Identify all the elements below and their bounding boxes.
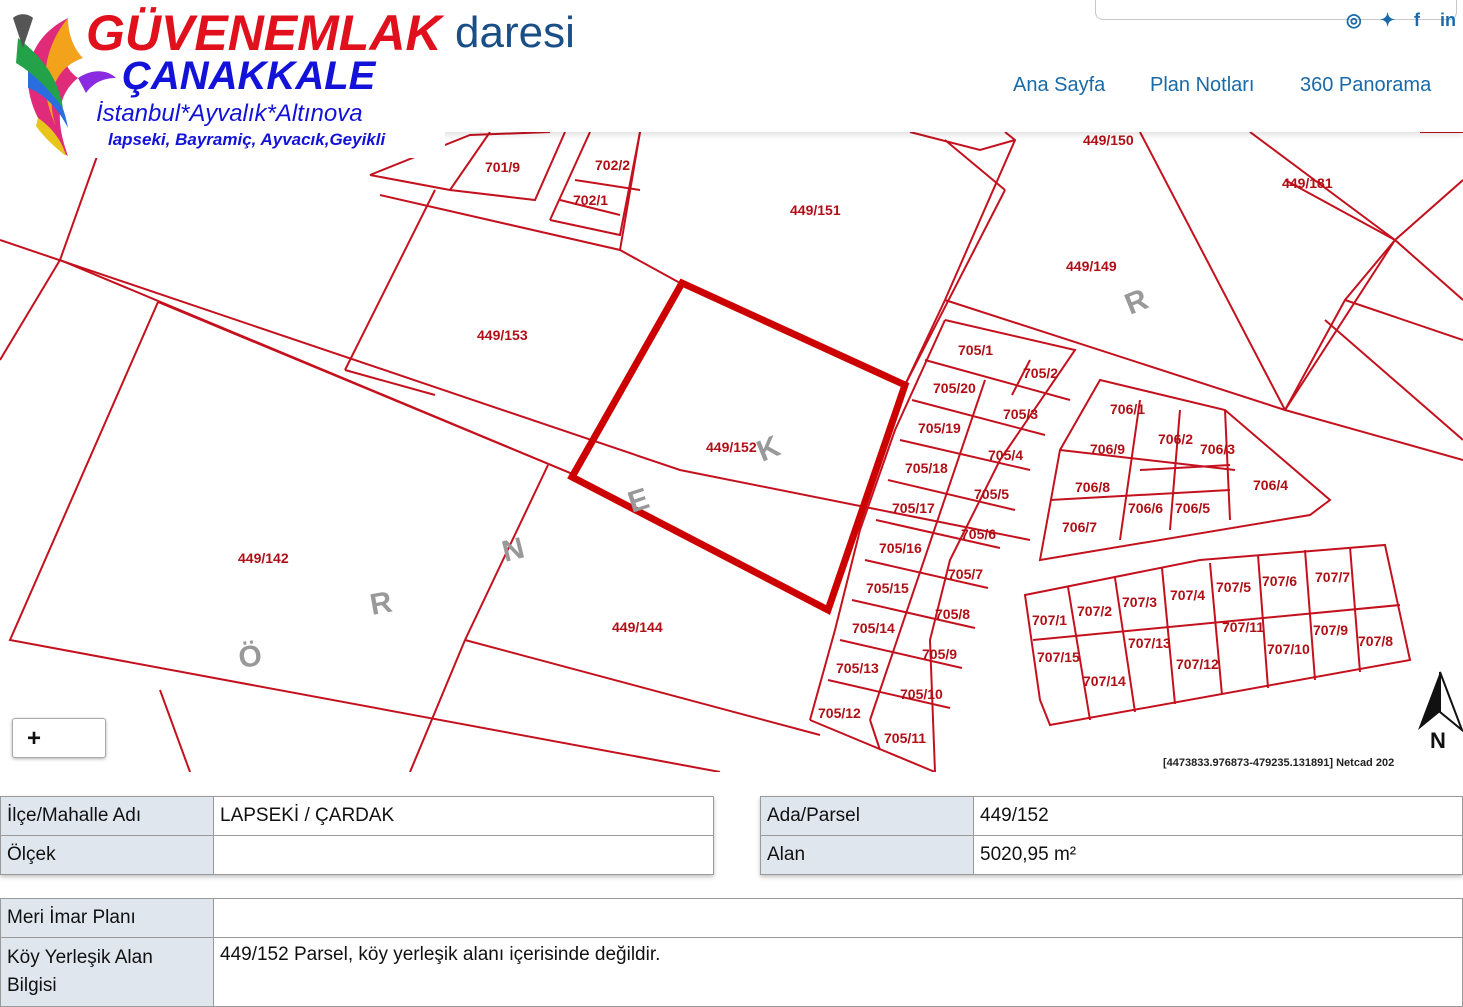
parcel-label: 449/152 (706, 439, 757, 455)
parcel-label: 449/149 (1066, 258, 1117, 274)
parcel-label: 705/15 (866, 580, 909, 596)
parcel-label: 705/9 (922, 646, 958, 662)
table-row (761, 836, 1463, 875)
parcel-label: 705/11 (884, 730, 927, 746)
table-row (1, 836, 714, 875)
parcel-label: 707/6 (1262, 573, 1298, 589)
parcel-label: 705/2 (1023, 365, 1059, 381)
parcel-label: 705/16 (879, 540, 922, 556)
area-name-letter: Ö (236, 639, 265, 675)
parcel-label: 705/17 (892, 500, 935, 516)
parcel-label: 705/14 (852, 620, 895, 636)
nav-360-panorama[interactable]: 360 Panorama (1300, 74, 1432, 96)
parcel-map-canvas (0, 132, 1463, 772)
coordinate-readout: [4473833.976873-479235.131891] Netcad 202 (1163, 757, 1395, 769)
parcel-label: 706/4 (1253, 477, 1289, 493)
parcel-label: 449/144 (612, 619, 663, 635)
parcel-label: 705/10 (900, 686, 943, 702)
facebook-icon[interactable]: f (1414, 10, 1420, 30)
parcel-label: 449/142 (238, 550, 289, 566)
north-arrow-icon (1418, 672, 1462, 730)
parcel-label: 449/181 (1282, 175, 1333, 191)
parcel-label: 705/7 (948, 566, 984, 582)
globe-icon[interactable]: ◎ (1346, 10, 1362, 30)
parcel-label: 706/1 (1110, 401, 1146, 417)
parcel-label: 707/8 (1358, 633, 1394, 649)
area-name-letter: E (623, 482, 654, 520)
table-row (1, 938, 1463, 1007)
parcel-label: 706/3 (1200, 441, 1236, 457)
parcel-label: 707/13 (1128, 635, 1171, 651)
logo-locations: İstanbul*Ayvalık*Altınova (96, 100, 363, 127)
parcel-label: 707/11 (1222, 619, 1265, 635)
location-table (0, 796, 714, 875)
parcel-label: 707/1 (1032, 612, 1068, 628)
logo-brand-name: GÜVENEMLAK (86, 5, 442, 61)
scale-label: Ölçek (1, 836, 214, 875)
parcel-label: 707/3 (1122, 594, 1158, 610)
parcel-label: 701/9 (485, 159, 521, 175)
parcel-label: 705/6 (961, 526, 997, 542)
parcel-label: 449/153 (477, 327, 528, 343)
zoning-plan-value (214, 899, 1463, 938)
area-name-letter: K (752, 429, 785, 469)
linkedin-icon[interactable]: in (1440, 10, 1456, 30)
parcel-label: 705/18 (905, 460, 948, 476)
parcel-label: 707/12 (1176, 656, 1219, 672)
table-row (1, 797, 714, 836)
zoning-plan-label: Meri İmar Planı (1, 899, 214, 938)
parcel-label: 706/9 (1090, 441, 1126, 457)
logo (0, 0, 445, 158)
parcel-label: 705/8 (935, 606, 971, 622)
district-value: LAPSEKİ / ÇARDAK (214, 797, 714, 836)
parcel-label: 702/2 (595, 157, 631, 173)
parcel-label: 707/10 (1267, 641, 1310, 657)
parcel-label: 705/12 (818, 705, 861, 721)
parcel-label: 705/4 (988, 447, 1024, 463)
parcel-label: 707/7 (1315, 569, 1351, 585)
parcel-label: 705/3 (1003, 406, 1039, 422)
parcel-label: 449/150 (1083, 132, 1134, 148)
area-label: Alan (761, 836, 974, 875)
district-label: İlçe/Mahalle Adı (1, 797, 214, 836)
parcel-label: 707/4 (1170, 587, 1206, 603)
parcel-label: 705/20 (933, 380, 976, 396)
village-settlement-value: 449/152 Parsel, köy yerleşik alanı içerisinde değildir. (214, 938, 1463, 1007)
block-parcel-label: Ada/Parsel (761, 797, 974, 836)
area-value: 5020,95 m² (974, 836, 1463, 875)
north-label: N (1430, 728, 1446, 753)
logo-districts: lapseki, Bayramiç, Ayvacık,Geyikli (108, 130, 386, 149)
parcel-label: 705/19 (918, 420, 961, 436)
table-row (1, 899, 1463, 938)
parcel-label: 449/151 (790, 202, 841, 218)
twitter-icon[interactable]: ✦ (1380, 10, 1396, 30)
parcel-label: 707/2 (1077, 603, 1113, 619)
page-title: daresi (455, 8, 575, 57)
parcel-label: 707/15 (1037, 649, 1080, 665)
scale-value (214, 836, 714, 875)
parcel-label: 705/5 (974, 486, 1010, 502)
parcel-label: 706/5 (1175, 500, 1211, 516)
zoning-table (0, 898, 1463, 1007)
parcel-label: 707/9 (1313, 622, 1349, 638)
parcel-map[interactable] (0, 132, 1463, 772)
parcel-label: 706/7 (1062, 519, 1098, 535)
search-box[interactable] (1095, 0, 1457, 20)
table-row (761, 797, 1463, 836)
parcel-label: 707/5 (1216, 579, 1252, 595)
village-settlement-label: Köy Yerleşik Alan Bilgisi (1, 938, 214, 1007)
nav-home[interactable]: Ana Sayfa (1013, 74, 1106, 96)
parcel-label: 705/1 (958, 342, 994, 358)
parcel-label: 706/6 (1128, 500, 1164, 516)
nav-plan-notes[interactable]: Plan Notları (1150, 74, 1255, 96)
parcel-label: 706/2 (1158, 431, 1194, 447)
parcel-label: 707/14 (1083, 673, 1126, 689)
parcel-label: 706/8 (1075, 479, 1111, 495)
parcel-labels (238, 132, 1393, 746)
zoom-in-button[interactable]: + (12, 718, 106, 758)
area-letters (236, 283, 1153, 675)
parcel-label: 705/13 (836, 660, 879, 676)
block-parcel-value: 449/152 (974, 797, 1463, 836)
logo-city: ÇANAKKALE (122, 54, 376, 98)
parcel-table (760, 796, 1463, 875)
area-name-letter: R (367, 585, 395, 622)
area-name-letter: N (498, 531, 528, 569)
parcel-label: 702/1 (573, 192, 609, 208)
area-name-letter: R (1120, 282, 1153, 322)
